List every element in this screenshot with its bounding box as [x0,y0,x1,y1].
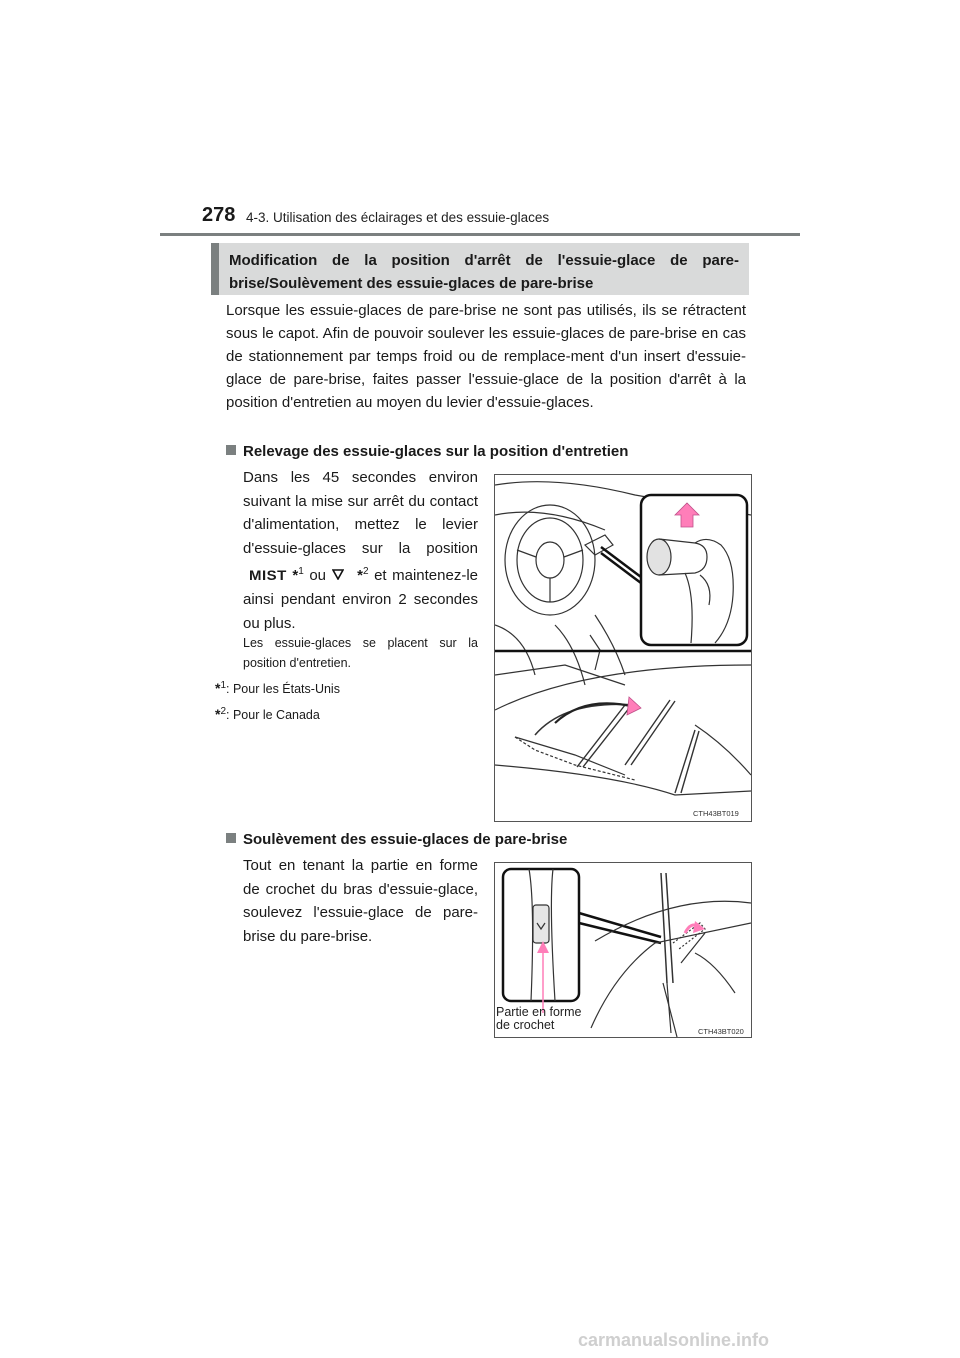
square-bullet-icon [226,445,236,455]
callout-line-1: Partie en forme [496,1005,582,1019]
step-instruction [243,466,478,635]
intro-paragraph: Lorsque les essuie-glaces de pare-brise ne sont pas utilisés, ils se rétractent sous le capot. Afin de pouvoir soulever les essuie-glaces de pare-brise en cas de stationnement par temps froid ou de remplace-ment d'un insert d'essuie-glace de pare-brise, faites passer l'essuie-glace de la position d'arrêt à la position d'entretien au moyen du levier d'essuie-glaces. [226,302,746,411]
callout-line-2: de crochet [496,1018,555,1032]
footnote-asterisk: * [215,680,221,697]
footnote-1 [215,680,340,696]
footnote-text: : Pour les États-Unis [226,682,340,697]
watermark: carmanualsonline.info [578,1330,770,1350]
subheading-text: Soulèvement des essuie-glaces de pare-brise [243,831,568,848]
hook-callout [496,1006,581,1032]
figure-code: CTH43BT020 [698,1027,744,1036]
figure-wiper-lever [494,474,752,822]
subheading-lifting-wipers [226,830,567,850]
step-text-part2: et maintenez-le ainsi pendant environ 2 secondes ou plus. [243,567,479,632]
footnote-mark: 1 [220,680,227,691]
superscript-1: 1 [298,566,304,578]
step-text-part1: Dans les 45 secondes environ suivant la mise sur arrêt du contact d'alimentation, mettez le levier d'essuie-glaces sur la position [243,469,478,557]
asterisk-mark: * [292,567,299,585]
illustration-cockpit-windshield [495,475,751,821]
footnote-2 [215,706,320,722]
figure-code: CTH43BT019 [693,809,739,818]
step-instruction-2: Tout en tenant la partie en forme de crochet du bras d'essuie-glace, soulevez l'essuie-glace de pare-brise du pare-brise. [243,857,478,945]
header-rule [160,233,800,236]
lift-arrow-icon [693,921,705,933]
section-title: 4-3. Utilisation des éclairages et des essuie-glaces [246,210,550,225]
result-note: Les essuie-glaces se placent sur la position d'entretien. [243,636,478,670]
mist-label: MIST [249,567,287,584]
footnote-mark: 2 [220,706,227,717]
mist-triangle-icon [332,564,352,588]
subheading-text: Relevage des essuie-glaces sur la position d'entretien [243,443,629,460]
superscript-2: 2 [362,566,369,578]
page-number: 278 [202,204,236,226]
footnote-asterisk: * [215,706,221,723]
footnote-text: : Pour le Canada [226,708,320,723]
subheading-service-position [226,442,628,462]
or-word: ou [309,567,327,585]
asterisk-mark: * [357,567,363,585]
square-bullet-icon [226,833,236,843]
heading-box: Modification de la position d'arrêt de l'essuie-glace de pare-brise/Soulèvement des essuie-glaces de pare-brise [211,243,749,295]
curved-arrow-icon [627,697,641,715]
